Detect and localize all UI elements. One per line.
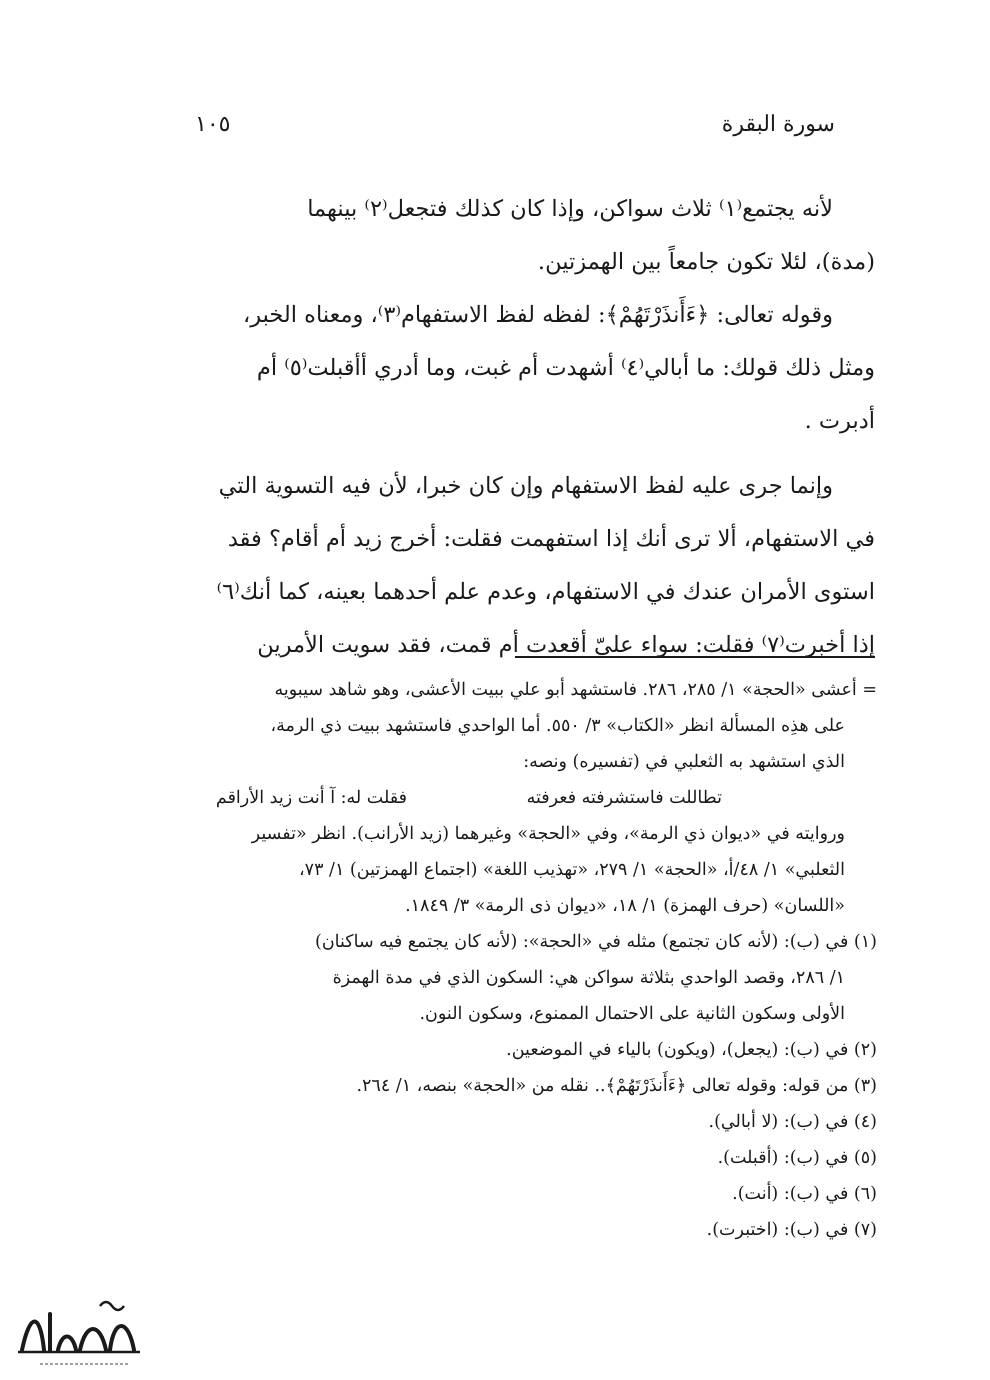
publisher-logo-icon <box>10 1292 150 1372</box>
footnote-7: (٧) في (ب): (اختبرت). <box>706 1220 877 1240</box>
text-line: وإنما جرى عليه لفظ الاستفهام وإن كان خبرا، لأن فيه التسوية التي <box>218 473 833 499</box>
footnote-4: (٤) في (ب): (لا أبالي). <box>708 1112 877 1132</box>
text-line: ومثل ذلك قولك: ما أبالي⁽٤⁾ أشهدت أم غبت، وما أدري أأقبلت⁽٥⁾ أم <box>256 355 875 381</box>
footnote-line: وروايته في «ديوان ذي الرمة»، وفي «الحجة» وغيرهما (زيد الأرانب). انظر «تفسير <box>251 824 845 844</box>
footnote-line: على هذِه المسألة انظر «الكتاب» ٣/ ٥٥٠. أما الواحدي فاستشهد ببيت ذي الرمة، <box>270 716 845 736</box>
poetry-verse <box>165 780 877 816</box>
footnote-5: (٥) في (ب): (أقبلت). <box>717 1148 877 1168</box>
text-line: وقوله تعالى: ﴿ءَأَنذَرْتَهُمْ﴾: لفظه لفظ الاستفهام⁽٣⁾، ومعناه الخبر، <box>242 302 833 328</box>
text-line: إذا أخبرت⁽٧⁾ فقلت: سواء عليّ أقعدت أم قمت، فقد سويت الأمرين <box>257 632 875 658</box>
footnote-1: (١) في (ب): (لأنه كان تجتمع) مثله في «الحجة»: (لأنه كان يجتمع فيه ساكنان) <box>315 932 877 952</box>
main-text <box>165 183 875 672</box>
text-line: استوى الأمران عندك في الاستفهام، وعدم علم أحدهما بعينه، كما أنك⁽٦⁾ <box>216 579 875 605</box>
footnotes <box>165 672 877 1248</box>
footnote-line: الذي استشهد به الثعلبي في (تفسيره) ونصه: <box>523 752 845 772</box>
footnote-2: (٢) في (ب): (يجعل)، (ويكون) بالياء في الموضعين. <box>506 1040 877 1060</box>
footnote-line: الثعلبي» ١/ ٤٨/أ، «الحجة» ١/ ٢٧٩، «تهذيب اللغة» (اجتماع الهمزتين) ١/ ٧٣، <box>299 860 845 880</box>
footnote-3: (٣) من قوله: وقوله تعالى ﴿ءَأَنذَرْتَهُمْ﴾.. نقله من «الحجة» بنصه، ١/ ٢٦٤. <box>356 1076 877 1096</box>
text-line: أدبرت . <box>804 408 875 434</box>
text-line: لأنه يجتمع⁽١⁾ ثلاث سواكن، وإذا كان كذلك فتجعل⁽٢⁾ بينهما <box>307 196 833 222</box>
footnote-line: «اللسان» (حرف الهمزة) ١/ ١٨، «ديوان ذى الرمة» ٣/ ١٨٤٩. <box>405 896 845 916</box>
footnote-line: = أعشى «الحجة» ١/ ٢٨٥، ٢٨٦. فاستشهد أبو علي ببيت الأعشى، وهو شاهد سيبويه <box>274 680 877 700</box>
footnote-6: (٦) في (ب): (أنت). <box>732 1184 877 1204</box>
page-number: ١٠٥ <box>195 112 231 137</box>
verse-second-hemistich: فقلت له: آ أنت زيد الأراقم <box>215 788 407 808</box>
text-line: في الاستفهام، ألا ترى أنك إذا استفهمت فقلت: أخرج زيد أم أقام؟ فقد <box>227 526 875 552</box>
footnote-1-cont: الأولى وسكون الثانية على الاحتمال الممنوع، وسكون النون. <box>419 1004 845 1024</box>
verse-first-hemistich: تطاللت فاستشرفته فعرفته <box>526 788 722 808</box>
text-line: (مدة)، لئلا تكون جامعاً بين الهمزتين. <box>537 249 875 275</box>
page-header <box>195 112 835 152</box>
surah-title: سورة البقرة <box>721 112 835 137</box>
footnote-1-cont: ١/ ٢٨٦، وقصد الواحدي بثلاثة سواكن هي: السكون الذي في مدة الهمزة <box>332 968 845 988</box>
footnote-separator <box>515 656 875 658</box>
